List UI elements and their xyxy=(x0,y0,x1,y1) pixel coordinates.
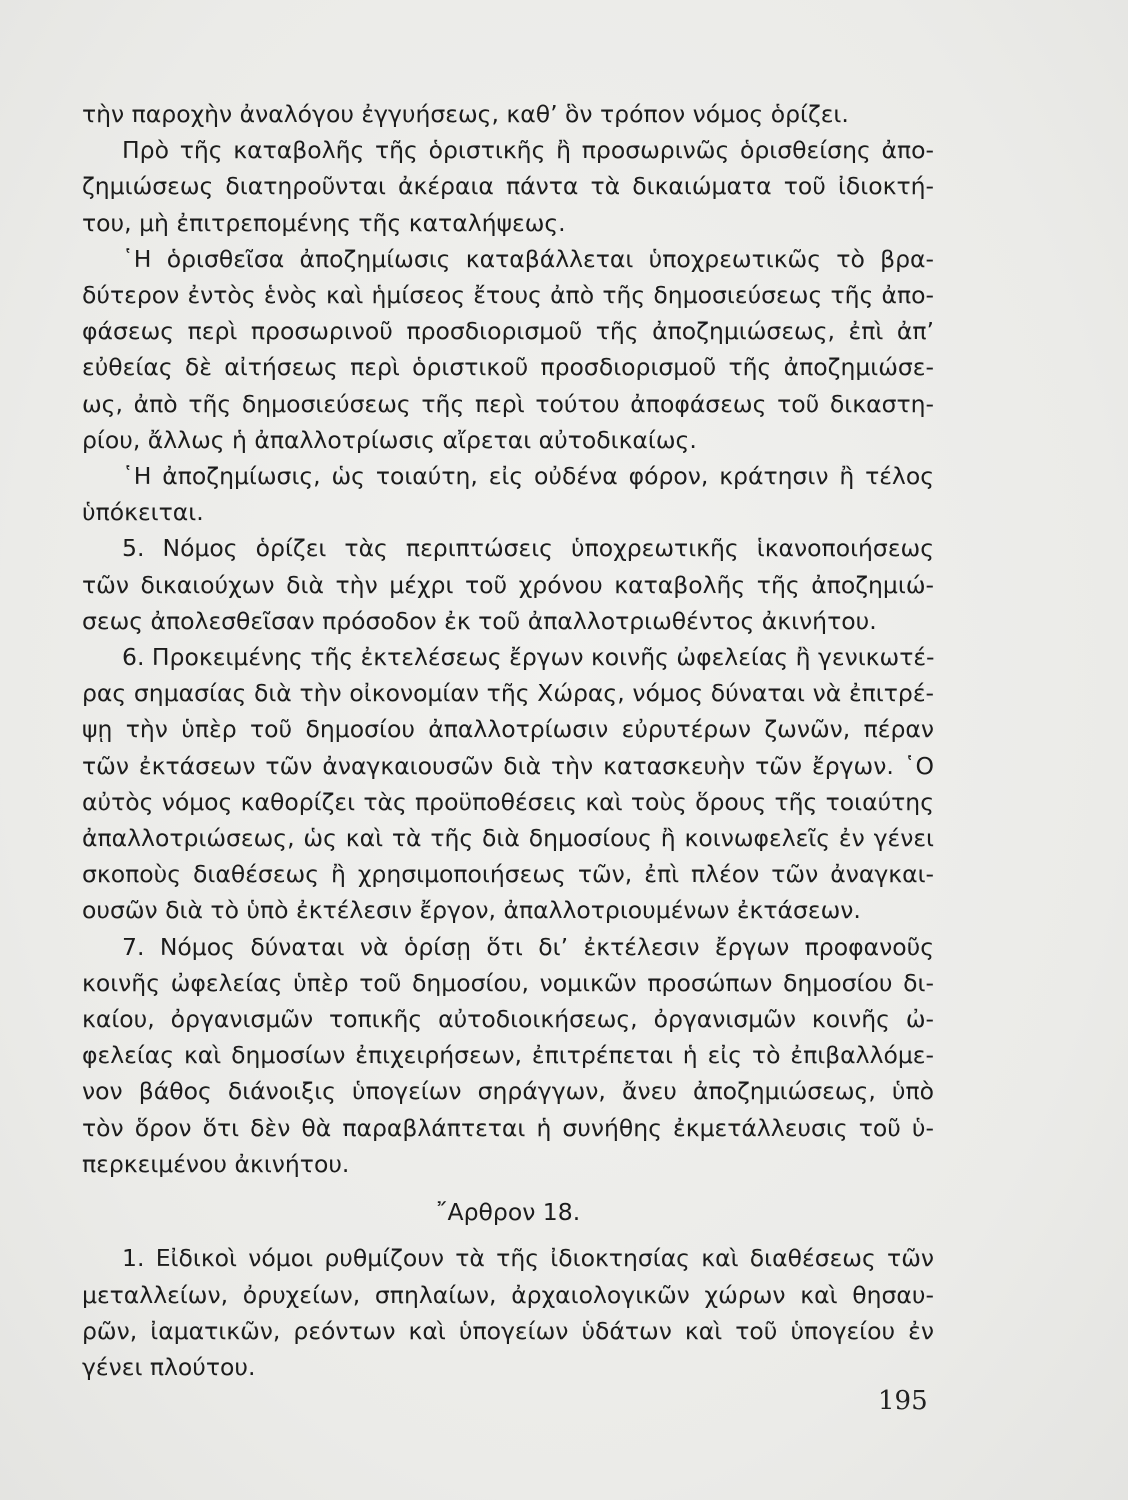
text-line: 6. Προκειμένης τῆς ἐκτελέσεως ἔργων κοινῆς ὠφελείας ἢ γενικωτέ- xyxy=(122,643,935,672)
text-line: ρας σημασίας διὰ τὴν οἰκονομίαν τῆς Χώρας, νόμος δύναται νὰ ἐπιτρέ- xyxy=(82,679,934,708)
text-line: Πρὸ τῆς καταβολῆς τῆς ὁριστικῆς ἢ προσωρινῶς ὁρισθείσης ἀπο- xyxy=(122,136,934,165)
text-line: καίου, ὀργανισμῶν τοπικῆς αὐτοδιοικήσεως, ὀργανισμῶν κοινῆς ὠ- xyxy=(82,1005,934,1034)
text-line: γένει πλούτου. xyxy=(82,1352,256,1381)
paragraph-continuation xyxy=(82,96,934,132)
text-line: μεταλλείων, ὀρυχείων, σπηλαίων, ἀρχαιολογικῶν χώρων καὶ θησαυ- xyxy=(82,1280,934,1309)
text-line: τῶν ἐκτάσεων τῶν ἀναγκαιουσῶν διὰ τὴν κατασκευὴν τῶν ἔργων. ῾Ο xyxy=(82,751,934,780)
text-line: ζημιώσεως διατηροῦνται ἀκέραια πάντα τὰ δικαιώματα τοῦ ἰδιοκτή- xyxy=(82,172,934,201)
text-line: σεως ἀπολεσθεῖσαν πρόσοδον ἐκ τοῦ ἀπαλλοτριωθέντος ἀκινήτου. xyxy=(82,606,877,635)
paragraph-article-18-item-1 xyxy=(82,1240,934,1385)
text-line: ὑπόκειται. xyxy=(82,498,204,527)
paragraph-item-6 xyxy=(82,639,934,929)
text-line: τῶν δικαιούχων διὰ τὴν μέχρι τοῦ χρόνου καταβολῆς τῆς ἀποζημιώ- xyxy=(82,570,934,599)
text-line: σκοποὺς διαθέσεως ἢ χρησιμοποιήσεως τῶν, ἐπὶ πλέον τῶν ἀναγκαι- xyxy=(82,860,934,889)
article-heading: ῎Αρθρον 18. xyxy=(435,1198,581,1227)
text-line: ῾Η ὁρισθεῖσα ἀποζημίωσις καταβάλλεται ὑποχρεωτικῶς τὸ βρα- xyxy=(122,244,934,273)
page-number: 195 xyxy=(878,1386,928,1416)
paragraph-item-5 xyxy=(82,530,934,639)
text-line: 5. Νόμος ὁρίζει τὰς περιπτώσεις ὑποχρεωτικῆς ἱκανοποιήσεως xyxy=(122,534,934,563)
paragraph xyxy=(82,132,934,241)
text-line: ως, ἀπὸ τῆς δημοσιεύσεως τῆς περὶ τούτου ἀποφάσεως τοῦ δικαστη- xyxy=(82,389,934,418)
text-line: αὐτὸς νόμος καθορίζει τὰς προϋποθέσεις καὶ τοὺς ὅρους τῆς τοιαύτης xyxy=(82,787,934,816)
text-line: ῾Η ἀποζημίωσις, ὡς τοιαύτη, εἰς οὐδένα φόρον, κράτησιν ἢ τέλος xyxy=(122,462,934,491)
paragraph xyxy=(82,241,934,458)
text-line: δύτερον ἐντὸς ἑνὸς καὶ ἡμίσεος ἔτους ἀπὸ τῆς δημοσιεύσεως τῆς ἀπο- xyxy=(82,281,934,310)
text-line: φάσεως περὶ προσωρινοῦ προσδιορισμοῦ τῆς ἀποζημιώσεως, ἐπὶ ἀπ’ xyxy=(82,317,934,346)
text-line: 7. Νόμος δύναται νὰ ὁρίσῃ ὅτι δι’ ἐκτέλεσιν ἔργων προφανοῦς xyxy=(122,932,934,961)
text-line: περκειμένου ἀκινήτου. xyxy=(82,1149,350,1178)
text-line: κοινῆς ὠφελείας ὑπὲρ τοῦ δημοσίου, νομικῶν προσώπων δημοσίου δι- xyxy=(82,968,934,997)
body-text xyxy=(82,96,934,1385)
paragraph-item-7 xyxy=(82,929,934,1182)
text-line: 1. Εἰδικοὶ νόμοι ρυθμίζουν τὰ τῆς ἰδιοκτησίας καὶ διαθέσεως τῶν xyxy=(122,1244,934,1273)
text-line: ρίου, ἄλλως ἡ ἀπαλλοτρίωσις αἴρεται αὐτοδικαίως. xyxy=(82,425,697,454)
text-line: ρῶν, ἰαματικῶν, ρεόντων καὶ ὑπογείων ὑδάτων καὶ τοῦ ὑπογείου ἐν xyxy=(82,1316,934,1345)
text-line: φελείας καὶ δημοσίων ἐπιχειρήσεων, ἐπιτρέπεται ἡ εἰς τὸ ἐπιβαλλόμε- xyxy=(82,1041,934,1070)
text-line: τὴν παροχὴν ἀναλόγου ἐγγυήσεως, καθ’ ὃν τρόπον νόμος ὁρίζει. xyxy=(82,100,849,128)
text-line: ουσῶν διὰ τὸ ὑπὸ ἐκτέλεσιν ἔργον, ἀπαλλοτριουμένων ἐκτάσεων. xyxy=(82,896,861,925)
text-line: νον βάθος διάνοιξις ὑπογείων σηράγγων, ἄνευ ἀποζημιώσεως, ὑπὸ xyxy=(82,1077,934,1106)
paragraph xyxy=(82,458,934,530)
text-line: ἀπαλλοτριώσεως, ὡς καὶ τὰ τῆς διὰ δημοσίους ἢ κοινωφελεῖς ἐν γένει xyxy=(82,824,934,853)
text-line: εὐθείας δὲ αἰτήσεως περὶ ὁριστικοῦ προσδιορισμοῦ τῆς ἀποζημιώσε- xyxy=(82,353,934,382)
text-line: του, μὴ ἐπιτρεπομένης τῆς καταλήψεως. xyxy=(82,208,566,237)
text-line: τὸν ὅρον ὅτι δὲν θὰ παραβλάπτεται ἡ συνήθης ἐκμετάλλευσις τοῦ ὑ- xyxy=(82,1113,934,1142)
text-line: ψῃ τὴν ὑπὲρ τοῦ δημοσίου ἀπαλλοτρίωσιν εὐρυτέρων ζωνῶν, πέραν xyxy=(82,715,934,744)
